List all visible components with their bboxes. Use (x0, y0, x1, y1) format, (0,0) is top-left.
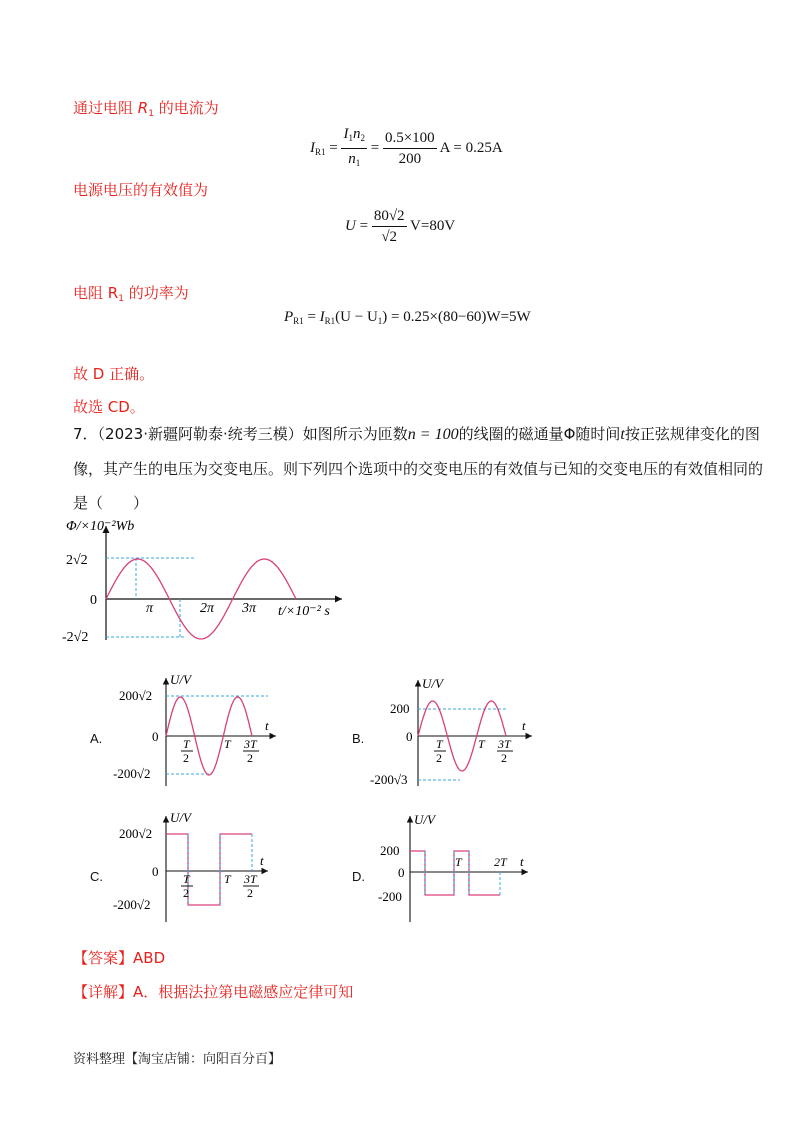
tick-3half-num: 3T (244, 872, 257, 886)
option-c-graph[interactable] (108, 808, 278, 926)
y-tick-top: 2√2 (66, 553, 88, 568)
answer-line (73, 948, 165, 968)
y-axis-label: U/V (170, 672, 191, 687)
question-t-var: t (620, 426, 625, 443)
tick-t: T (478, 737, 485, 751)
equation-power: $P_{R1} = I_{R1}(U - U_1) = 0.25\times(80-60)W=5W$ (284, 309, 531, 326)
tick-half-num: T (183, 737, 190, 751)
option-a-graph[interactable] (108, 670, 278, 790)
x-axis-label: t (520, 854, 524, 869)
fraction (383, 128, 437, 169)
text-line-voltage: 电源电压的有效值为 (73, 181, 209, 199)
option-b-graph[interactable] (370, 672, 540, 790)
tick-3half-den: 2 (247, 886, 253, 900)
x-tick-pi: π (146, 601, 154, 616)
eq-subscript: 1 (377, 316, 383, 326)
x-axis-label: t (260, 853, 264, 868)
answer-tag: 【答案】 (73, 949, 134, 967)
eq-tail: ) = 0.25×(80−60)W=5W (382, 309, 531, 325)
equation-current: $I_{R1}$ = $\frac{I_1n_2}{n_1}$ = $\frac{0.5\times 100}{200}$ A = 0.25A (310, 124, 503, 173)
eq-denominator: √2 (381, 229, 398, 245)
y-tick-top: 200√2 (119, 688, 153, 703)
tick-half-den: 2 (183, 886, 189, 900)
tick-t: T (455, 855, 462, 869)
y-axis-label: U/V (170, 810, 191, 825)
eq-subscript: 1 (355, 158, 361, 168)
y-axis-label: U/V (422, 676, 443, 691)
tick-3half-num: 3T (244, 737, 257, 751)
y-tick-top: 200 (380, 843, 400, 858)
text-line-choice: 故选 CD。 (73, 398, 145, 416)
tick-half-num: T (436, 737, 443, 751)
text-line-current (73, 98, 219, 124)
tick-t: T (224, 872, 231, 886)
question-7 (73, 420, 764, 517)
tick-t: T (224, 737, 231, 751)
eq-symbol: n (348, 151, 356, 167)
origin-label: 0 (152, 729, 159, 744)
tick-3half-den: 2 (247, 751, 253, 765)
eq-subscript: R1 (315, 146, 326, 157)
eq-symbol: U (345, 217, 356, 234)
text-segment: 通过电阻 (73, 99, 134, 117)
question-text: 是（ ） (73, 494, 149, 512)
option-c-label[interactable]: C. (90, 869, 103, 884)
y-tick-bottom: -200√2 (113, 897, 151, 912)
x-axis-label: t/×10⁻² s (278, 604, 330, 619)
eq-symbol: I (343, 126, 349, 142)
text-segment: 电阻 R (73, 284, 119, 302)
text-segment: 的电流为 (158, 99, 219, 117)
eq-subscript: 1 (348, 133, 353, 143)
footer-text: 资料整理【淘宝店铺：向阳百分百】 (73, 1052, 282, 1067)
y-tick-top: 200 (390, 701, 410, 716)
tick-3half-den: 2 (501, 751, 507, 765)
detail-tag: 【详解】 (73, 983, 134, 1001)
equation-voltage: U = $\frac{80√2}{√2}$ V=80V (345, 208, 456, 245)
y-tick-bottom: -200√3 (370, 772, 408, 787)
text-line-power (73, 283, 189, 309)
question-text: 像，其产生的电压为交变电压。则下列四个选项中的交变电压的有效值与已知的交变电压的有效值相同的 (73, 460, 764, 478)
question-n-expr: n = 100 (407, 426, 459, 443)
option-a-label[interactable]: A. (90, 731, 103, 746)
origin-label: 0 (152, 864, 159, 879)
y-tick-bottom: -200√2 (113, 766, 151, 781)
question-text: 7．（2023·新疆阿勒泰·统考三模）如图所示为匝数 (73, 425, 408, 443)
origin-label: 0 (406, 729, 413, 744)
eq-segment: (U − U (335, 309, 378, 325)
y-tick-top: 200√2 (119, 826, 153, 841)
detail-line (73, 982, 353, 1002)
eq-symbol: n (352, 126, 361, 142)
eq-numerator: 80√2 (372, 206, 407, 227)
x-tick-3pi: 3π (242, 601, 257, 616)
question-text: 按正弦规律变化的图 (624, 425, 760, 443)
y-axis-label: Φ/×10⁻²Wb (66, 519, 135, 534)
eq-numerator: 0.5×100 (383, 128, 437, 149)
subscript: 1 (118, 294, 124, 304)
subscript: 1 (148, 109, 154, 119)
eq-subscript: 2 (360, 133, 365, 143)
x-tick-2pi: 2π (200, 601, 215, 616)
square-wave (166, 834, 252, 905)
x-axis-label: t (522, 718, 526, 733)
tick-3half-num: 3T (498, 737, 511, 751)
question-text: 的线圈的磁通量Φ随时间 (458, 425, 621, 443)
origin-label: 0 (90, 593, 97, 608)
y-tick-bottom: -200 (378, 889, 402, 904)
y-axis-label: U/V (414, 812, 435, 827)
eq-symbol: P (284, 309, 294, 325)
option-d-graph[interactable] (370, 808, 540, 926)
fraction (372, 206, 407, 247)
eq-symbol: I (319, 309, 325, 325)
answer-value: ABD (133, 949, 166, 967)
eq-tail: A = 0.25A (439, 139, 503, 156)
eq-subscript: R1 (324, 316, 336, 326)
eq-subscript: R1 (293, 316, 304, 326)
fraction (341, 124, 367, 173)
eq-tail: V=80V (410, 217, 456, 234)
eq-symbol: I (310, 139, 315, 156)
tick-2t: 2T (494, 855, 507, 869)
option-b-label[interactable]: B. (352, 731, 365, 746)
text-line-conclusion: 故 D 正确。 (73, 365, 155, 383)
tick-half-den: 2 (183, 751, 189, 765)
flux-graph (60, 512, 350, 647)
variable-r: R (137, 99, 149, 117)
eq-denominator: 200 (398, 151, 422, 167)
detail-text: A．根据法拉第电磁感应定律可知 (133, 983, 354, 1001)
text-segment: 的功率为 (128, 284, 189, 302)
x-axis-label: t (265, 718, 269, 733)
option-d-label[interactable]: D. (352, 869, 365, 884)
origin-label: 0 (398, 865, 405, 880)
y-tick-bottom: -2√2 (62, 630, 89, 645)
tick-half-den: 2 (436, 751, 442, 765)
tick-half-num: T (183, 872, 190, 886)
